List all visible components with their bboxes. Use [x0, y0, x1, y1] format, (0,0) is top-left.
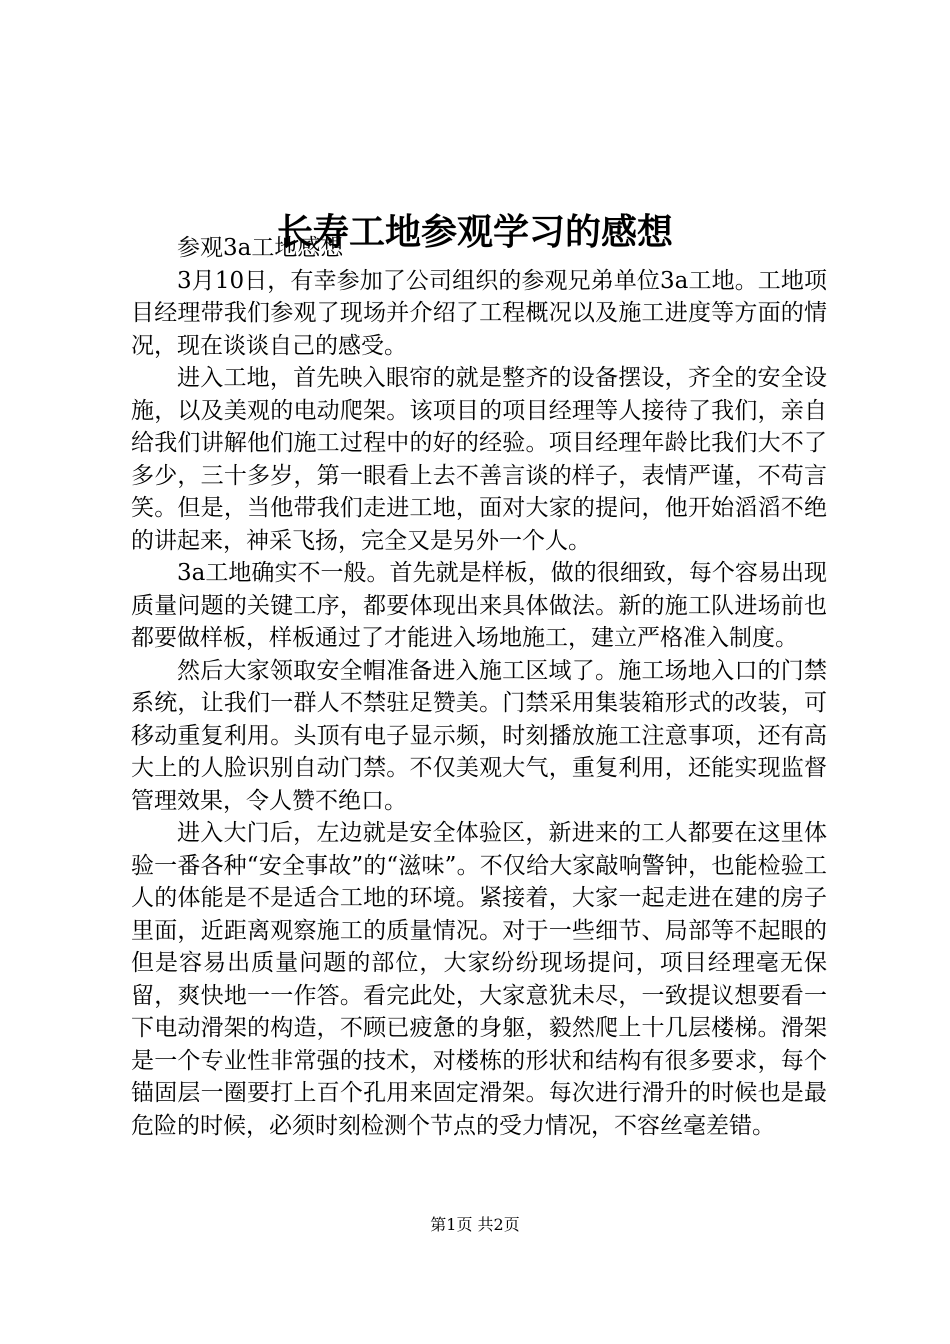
paragraph: 进入工地，首先映入眼帘的就是整齐的设备摆设，齐全的安全设施，以及美观的电动爬架。该项目的项目经理等人接待了我们，亲自给我们讲解他们施工过程中的好的经验。项目经理年龄比我们大不了多少，三十多岁，第一眼看上去不善言谈的样子，表情严谨，不苟言笑。但是，当他带我们走进工地，面对大家的提问，他开始滔滔不绝的讲起来，神采飞扬，完全又是另外一个人。: [131, 365, 827, 554]
paragraph: 然后大家领取安全帽准备进入施工区域了。施工场地入口的门禁系统，让我们一群人不禁驻足赞美。门禁采用集装箱形式的改装，可移动重复利用。头顶有电子显示频，时刻播放施工注意事项，还有高大上的人脸识别自动门禁。不仅美观大气，重复利用，还能实现监督管理效果，令人赞不绝口。: [131, 657, 827, 814]
page-title: 长寿工地参观学习的感想: [276, 211, 673, 254]
paragraph: 3a工地确实不一般。首先就是样板，做的很细致，每个容易出现质量问题的关键工序，都要体现出来具体做法。新的施工队进场前也都要做样板，样板通过了才能进入场地施工，建立严格准入制度。: [131, 560, 827, 651]
document-body: [131, 232, 827, 1142]
paragraph: 3月10日，有幸参加了公司组织的参观兄弟单位3a工地。工地项目经理带我们参观了现场并介绍了工程概况以及施工进度等方面的情况，现在谈谈自己的感受。: [131, 267, 827, 359]
page-number-footer: 第1页 共2页: [430, 1215, 520, 1234]
paragraph-subtitle: 参观3a工地感想: [177, 235, 344, 261]
paragraph: 进入大门后，左边就是安全体验区，新进来的工人都要在这里体验一番各种“安全事故”的“滋味”。不仅给大家敲响警钟，也能检验工人的体能是不是适合工地的环境。紧接着，大家一起走进在建的房子里面，近距离观察施工的质量情况。对于一些细节、局部等不起眼的但是容易出质量问题的部位，大家纷纷现场提问，项目经理毫无保留，爽快地一一作答。看完此处，大家意犹未尽，一致提议想要看一下电动滑架的构造，不顾已疲惫的身躯，毅然爬上十几层楼梯。滑架是一个专业性非常强的技术，对楼栋的形状和结构有很多要求，每个锚固层一圈要打上百个孔用来固定滑架。每次进行滑升的时候也是最危险的时候，必须时刻检测个节点的受力情况，不容丝毫差错。: [131, 820, 827, 1139]
